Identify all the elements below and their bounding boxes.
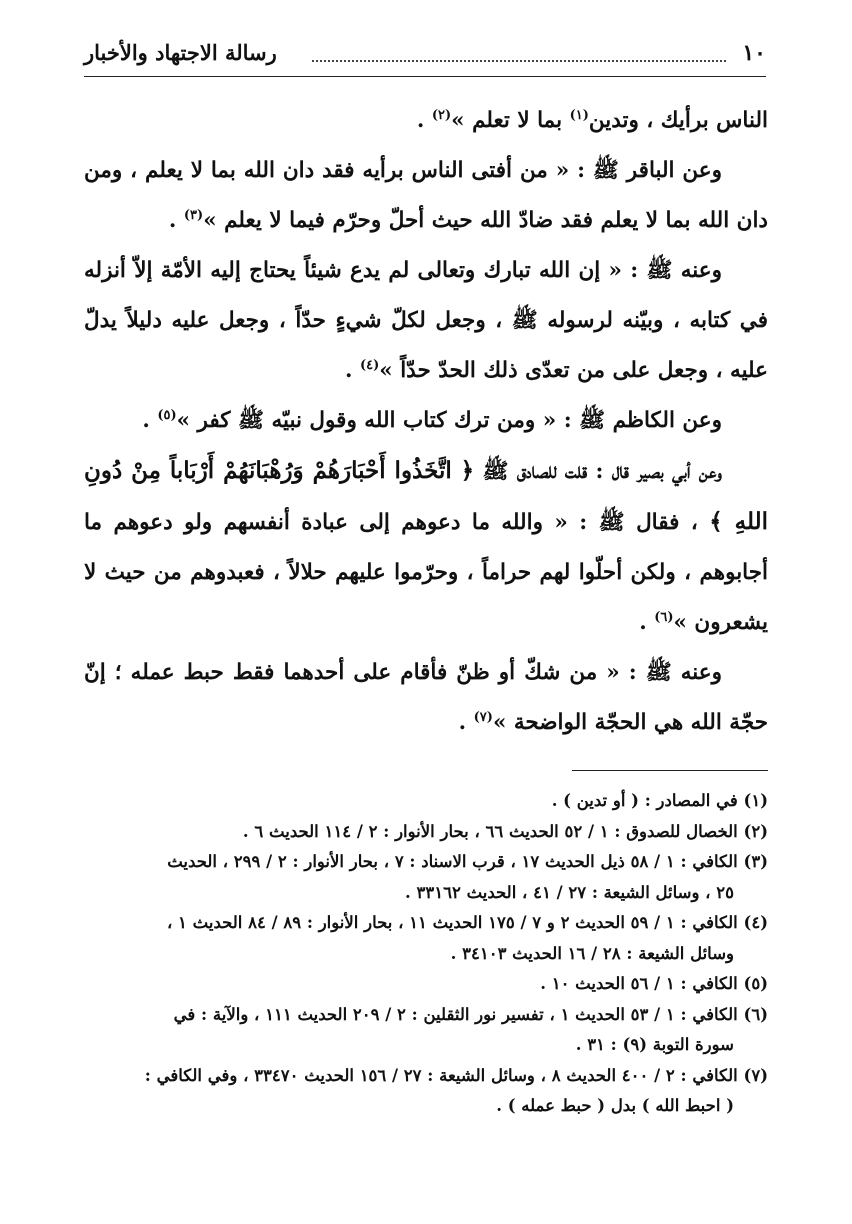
footnote-ref: (٢)	[431, 107, 452, 123]
paragraph-3: وعنه ﷺ : « إن الله تبارك وتعالى لم يدع شيئاً يحتاج إليه الأمّة إلاّ أنزله في كتابه ، وبيّنه لرسوله ﷺ ، وجعل لكلّ شيءٍ حدّاً ، وجعل عليه دليلاً يدلّ عليه ، وجعل على من تعدّى ذلك الحدّ حدّاً »$^{(٤)}$ .	[84, 258, 768, 383]
footnote-6: (٦) الكافي : ١ / ٥٣ الحديث ١ ، تفسير نور الثقلين : ٢ / ٢٠٩ الحديث ١١١ ، والآية : في	[173, 1004, 768, 1024]
page-header	[84, 30, 766, 77]
footnote-5: (٥) الكافي : ١ / ٥٦ الحديث ١٠ .	[540, 974, 768, 993]
footnote-3-continued: ٢٥ ، وسائل الشيعة : ٢٧ / ٤١ ، الحديث ٣٣١٦٢ .	[405, 882, 734, 902]
footnote-6-continued: سورة التوبة (٩) : ٣١ .	[575, 1035, 734, 1054]
footnote-ref: (٧)	[473, 709, 493, 725]
footnote-4: (٤) الكافي : ١ / ٥٩ الحديث ٢ و ٧ / ١٧٥ الحديث ١١ ، بحار الأنوار : ٨٩ / ٨٤ الحديث ١ ،	[166, 913, 768, 932]
footnote-ref: (٤)	[359, 357, 380, 373]
footnotes	[84, 786, 768, 1122]
paragraph-5: وعن أبي بصير قال : قلت للصادق ﷺ ﴿ اتَّخَذُوا أَحْبَارَهُمْ وَرُهْبَانَهُمْ أَرْبَاباً مِنْ دُونِ اللهِ ﴾ ، فقال ﷺ : « والله ما دعوهم إلى عبادة أنفسهم ولو دعوهم ما أجابوهم ، ولكن أحلّوا لهم حراماً ، وحرّموا عليهم حلالاً ، فعبدوهم من حيث لا يشعرون »$^{(٦)}$ .	[84, 457, 769, 635]
quran-verse: ﴿ اتَّخَذُوا أَحْبَارَهُمْ وَرُهْبَانَهُمْ أَرْبَاباً مِنْ دُونِ اللهِ ﴾	[84, 457, 769, 535]
footnote-1: (١) في المصادر : ( أو تدين ) .	[551, 791, 768, 810]
header-leader-dots	[312, 60, 726, 62]
footnote-ref: (١)	[569, 107, 589, 123]
footnote-ref: (٦)	[654, 609, 674, 625]
paragraph-1: الناس برأيك ، وتدين$^{(١)}$ بما لا تعلم »$^{(٢)}$ .	[416, 107, 768, 133]
running-title: رسالة الاجتهاد والأخبار	[84, 40, 277, 65]
footnote-separator	[572, 770, 768, 771]
footnote-ref: (٣)	[183, 207, 204, 223]
footnote-ref: (٥)	[157, 407, 177, 423]
paragraph-2: وعن الباقر ﷺ : « من أفتى الناس برأيه فقد دان الله بما لا يعلم ، ومن دان الله بما لا يعلم فقد ضادّ الله حيث أحلّ وحرّم فيما لا يعلم »$^{(٣)}$ .	[84, 158, 768, 233]
footnote-4-continued: وسائل الشيعة : ٢٨ / ١٦ الحديث ٣٤١٠٣ .	[450, 943, 734, 963]
paragraph-4: وعن الكاظم ﷺ : « ومن ترك كتاب الله وقول نبيّه ﷺ كفر »$^{(٥)}$ .	[142, 407, 722, 433]
page-number: ١٠	[742, 40, 766, 66]
footnote-2: (٢) الخصال للصدوق : ١ / ٥٢ الحديث ٦٦ ، بحار الأنوار : ٢ / ١١٤ الحديث ٦ .	[242, 821, 768, 841]
main-text	[84, 96, 768, 748]
footnote-7-continued: ( احبط الله ) بدل ( حبط عمله ) .	[496, 1096, 734, 1115]
paragraph-6: وعنه ﷺ : « من شكّ أو ظنّ فأقام على أحدهما فقط حبط عمله ؛ إنّ حجّة الله هي الحجّة الواضحة »$^{(٧)}$ .	[84, 660, 768, 735]
footnote-3: (٣) الكافي : ١ / ٥٨ ذيل الحديث ١٧ ، قرب الاسناد : ٧ ، بحار الأنوار : ٢ / ٢٩٩ ، الحديث	[167, 852, 768, 871]
footnote-7: (٧) الكافي : ٢ / ٤٠٠ الحديث ٨ ، وسائل الشيعة : ٢٧ / ١٥٦ الحديث ٣٣٤٧٠ ، وفي الكافي :	[144, 1065, 768, 1085]
